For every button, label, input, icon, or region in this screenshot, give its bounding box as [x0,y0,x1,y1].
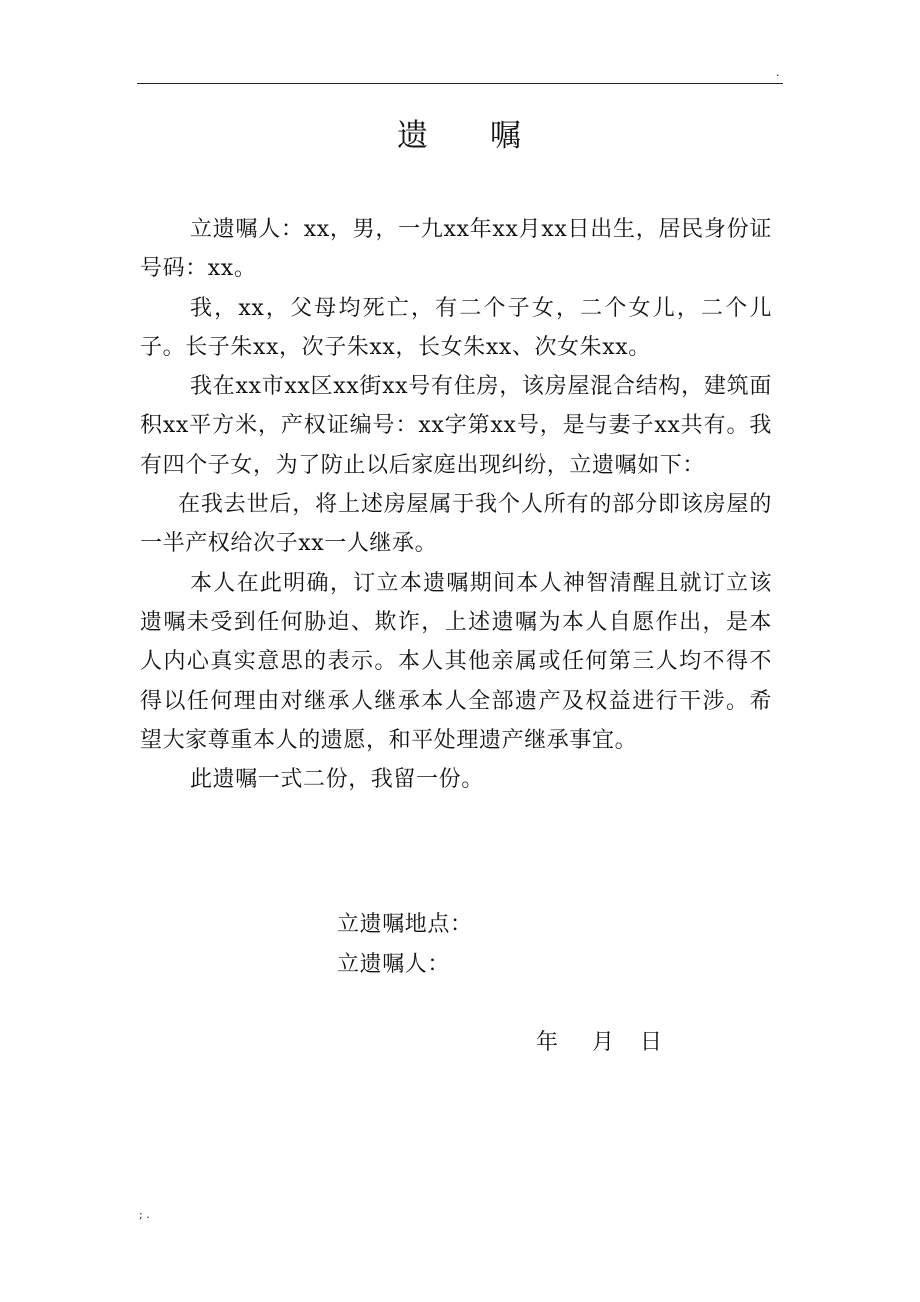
paragraph-property: 我在xx市xx区xx街xx号有住房，该房屋混合结构，建筑面积xx平方米，产权证编号：xx字第xx号，是与妻子xx共有。我有四个子女，为了防止以后家庭出现纠纷，立遗嘱如下： [140,374,772,478]
document-title [0,114,920,158]
paragraph-copies: 此遗嘱一式二份，我留一份。 [190,767,484,793]
paragraph-declaration: 本人在此明确，订立本遗嘱期间本人神智清醒且就订立该遗嘱未受到任何胁迫、欺诈，上述遗嘱为本人自愿作出，是本人内心真实意思的表示。本人其他亲属或任何第三人均不得不得以任何理由对继承人继承本人全部遗产及权益进行干涉。希望大家尊重本人的遗愿，和平处理遗产继承事宜。 [140,570,772,753]
date-month: 月 [592,1030,615,1055]
date-line [536,1028,662,1058]
document-body [140,210,772,799]
title-part-1: 遗 [397,118,430,154]
title-part-2: 嘱 [490,118,523,154]
paragraph-testator: 立遗嘱人：xx，男，一九xx年xx月xx日出生，居民身份证号码：xx。 [140,217,772,282]
paragraph-family: 我，xx，父母均死亡，有二个子女，二个女儿，二个儿子。长子朱xx，次子朱xx，长女朱xx、次女朱xx。 [140,295,772,360]
header-mark: . [776,66,780,79]
sign-place-label: 立遗嘱地点： [337,912,473,937]
sign-person-label: 立遗嘱人： [337,952,451,977]
date-day: 日 [640,1030,663,1055]
header-rule [137,83,783,84]
date-year: 年 [536,1030,559,1055]
paragraph-bequest: 在我去世后，将上述房屋属于我个人所有的部分即该房屋的一半产权给次子xx一人继承。 [140,492,772,557]
footer-mark: ; . [139,1208,150,1221]
